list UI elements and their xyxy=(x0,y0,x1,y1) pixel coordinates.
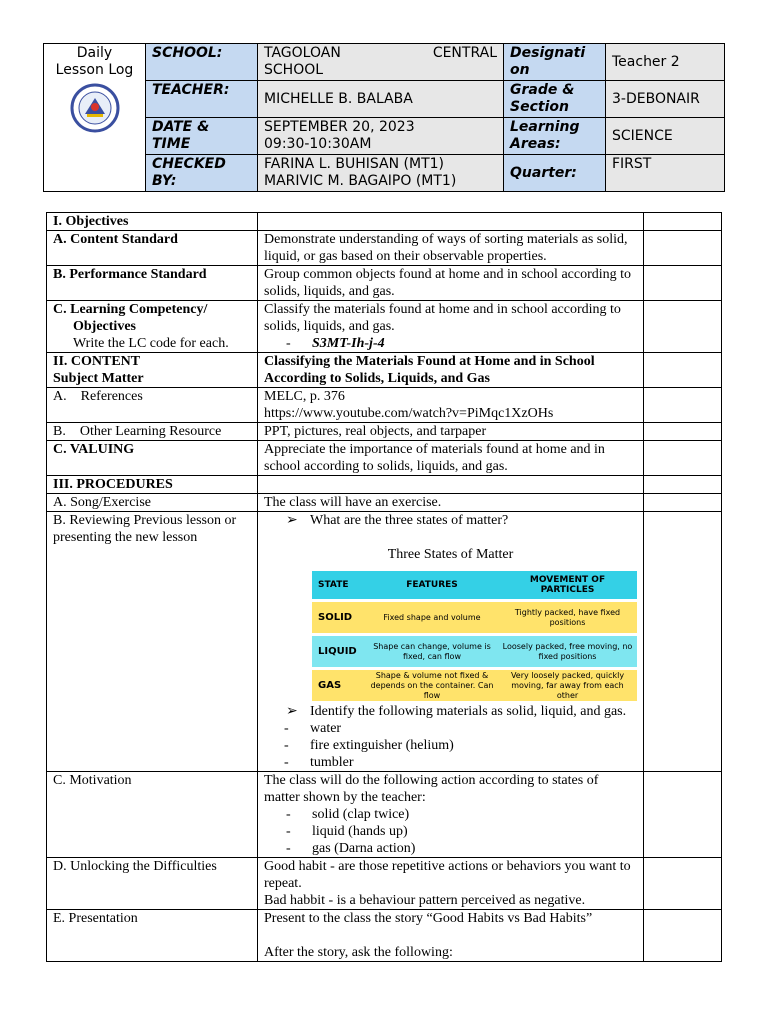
designation-label: Designati on xyxy=(504,44,606,81)
table-row xyxy=(47,476,722,494)
motivation-label: C. Motivation xyxy=(47,772,258,858)
competency-text: Classify the materials found at home and in school according to solids, liquids, and gas. xyxy=(264,302,621,334)
school-value-1: TAGOLOAN xyxy=(264,45,341,61)
checked-label: CHECKED BY: xyxy=(146,155,258,192)
grade-value: 3-DEBONAIR xyxy=(606,81,725,118)
learning-value: SCIENCE xyxy=(606,118,725,155)
other-text: PPT, pictures, real objects, and tarpaper xyxy=(258,423,644,441)
table-row xyxy=(47,388,722,423)
designation-value: Teacher 2 xyxy=(606,44,725,81)
lc-code: S3MT-Ih-j-4 xyxy=(312,336,385,351)
solid-features: Fixed shape and volume xyxy=(366,602,498,633)
unlocking-label: D. Unlocking the Difficulties xyxy=(47,858,258,910)
review-question: What are the three states of matter? xyxy=(310,513,509,528)
list-item: - gas (Darna action) xyxy=(286,841,416,856)
competency-label-2: Objectives xyxy=(73,319,136,334)
table-row xyxy=(47,772,722,858)
list-item: - liquid (hands up) xyxy=(286,824,408,839)
school-value-2: CENTRAL xyxy=(432,45,497,61)
date-value-2: 09:30-10:30AM xyxy=(264,136,372,152)
school-value-3: SCHOOL xyxy=(264,62,324,78)
competency-label-3: Write the LC code for each. xyxy=(73,336,229,351)
arrow-bullet-icon: ➢ xyxy=(286,704,298,719)
states-row-gas xyxy=(312,670,637,701)
list-item: - water xyxy=(284,721,342,736)
state-gas: GAS xyxy=(312,670,366,701)
states-row-liquid xyxy=(312,636,637,667)
checked-value-2: MARIVIC M. BAGAIPO (MT1) xyxy=(264,173,457,189)
table-row xyxy=(47,858,722,910)
review-label: B. Reviewing Previous lesson or presenting the new lesson xyxy=(47,512,258,772)
content-label-2: Subject Matter xyxy=(53,371,144,386)
date-value xyxy=(258,118,504,155)
state-solid: SOLID xyxy=(312,602,366,633)
unlocking-2: Bad habbit - is a behaviour pattern perceived as negative. xyxy=(264,893,586,908)
table-row xyxy=(47,910,722,962)
teacher-value: MICHELLE B. BALABA xyxy=(258,81,504,118)
performance-label: B. Performance Standard xyxy=(47,266,258,301)
presentation-1: Present to the class the story “Good Habits vs Bad Habits” xyxy=(264,911,593,926)
table-row xyxy=(47,353,722,388)
motivation-cell xyxy=(258,772,644,858)
presentation-2: After the story, ask the following: xyxy=(264,945,453,960)
references-cell xyxy=(258,388,644,423)
date-label: DATE & TIME xyxy=(146,118,258,155)
objectives-heading: I. Objectives xyxy=(47,213,258,231)
valuing-text: Appreciate the importance of materials found at home and in school according to solids, liquids, and gas. xyxy=(258,441,644,476)
states-title: Three States of Matter xyxy=(387,547,514,562)
content-text: Classifying the Materials Found at Home and in School According to Solids, Liquids, and Gas xyxy=(258,353,644,388)
states-header-movement: MOVEMENT OF PARTICLES xyxy=(498,571,637,599)
song-label: A. Song/Exercise xyxy=(47,494,258,512)
school-value xyxy=(258,44,504,81)
competency-cell: Classify the materials found at home and in school according to solids, liquids, and gas. - S3MT-Ih-j-4 xyxy=(258,301,644,353)
states-row-solid xyxy=(312,602,637,633)
table-row xyxy=(47,213,722,231)
states-header-features: FEATURES xyxy=(366,571,498,599)
date-value-1: SEPTEMBER 20, 2023 xyxy=(264,119,415,135)
header-table xyxy=(43,43,725,192)
quarter-label: Quarter: xyxy=(504,155,606,192)
liquid-movement: Loosely packed, free moving, no fixed positions xyxy=(498,636,637,667)
content-standard-text: Demonstrate understanding of ways of sorting materials as solid, liquid, or gas based on their observable properties. xyxy=(258,231,644,266)
states-table xyxy=(312,571,637,701)
list-item: - solid (clap twice) xyxy=(286,807,410,822)
teacher-label: TEACHER: xyxy=(146,81,258,118)
content-standard-label: A. Content Standard xyxy=(47,231,258,266)
identify-text: Identify the following materials as solid, liquid, and gas. xyxy=(310,704,627,719)
header-title: Daily Lesson Log xyxy=(55,45,134,78)
list-item: - fire extinguisher (helium) xyxy=(284,738,454,753)
table-row xyxy=(47,266,722,301)
performance-text: Group common objects found at home and in school according to solids, liquids, and gas. xyxy=(258,266,644,301)
competency-label xyxy=(47,301,258,353)
list-item: - tumbler xyxy=(284,755,354,770)
table-row xyxy=(47,423,722,441)
arrow-bullet-icon: ➢ xyxy=(286,513,298,528)
logo-cell xyxy=(44,44,146,192)
table-row xyxy=(47,441,722,476)
state-liquid: LIQUID xyxy=(312,636,366,667)
procedures-heading: III. PROCEDURES xyxy=(47,476,258,494)
liquid-features: Shape can change, volume is fixed, can flow xyxy=(366,636,498,667)
motivation-text: The class will do the following action according to states of matter shown by the teacher: xyxy=(264,773,599,805)
presentation-cell xyxy=(258,910,644,962)
competency-label-1: C. Learning Competency/ xyxy=(53,302,208,317)
table-row xyxy=(47,494,722,512)
states-header-state: STATE xyxy=(312,571,366,599)
song-text: The class will have an exercise. xyxy=(258,494,644,512)
checked-value xyxy=(258,155,504,192)
school-label: SCHOOL: xyxy=(146,44,258,81)
valuing-label: C. VALUING xyxy=(47,441,258,476)
table-row xyxy=(47,301,722,353)
quarter-value: FIRST xyxy=(606,155,725,192)
solid-movement: Tightly packed, have fixed positions xyxy=(498,602,637,633)
table-row xyxy=(47,512,722,772)
gas-movement: Very loosely packed, quickly moving, far away from each other xyxy=(498,670,637,701)
learning-label: Learning Areas: xyxy=(504,118,606,155)
grade-label: Grade & Section xyxy=(504,81,606,118)
references-label: A. References xyxy=(47,388,258,423)
deped-seal-icon xyxy=(70,83,120,133)
unlocking-cell xyxy=(258,858,644,910)
table-row xyxy=(47,231,722,266)
other-label: B. Other Learning Resource xyxy=(47,423,258,441)
lesson-table xyxy=(46,212,722,962)
unlocking-1: Good habit - are those repetitive actions or behaviors you want to repeat. xyxy=(264,859,631,891)
presentation-label: E. Presentation xyxy=(47,910,258,962)
gas-features: Shape & volume not fixed & depends on the container. Can flow xyxy=(366,670,498,701)
content-label-1: II. CONTENT xyxy=(53,354,141,369)
references-2[interactable]: https://www.youtube.com/watch?v=PiMqc1XzOHs xyxy=(264,406,554,421)
review-cell xyxy=(258,512,644,772)
checked-value-1: FARINA L. BUHISAN (MT1) xyxy=(264,156,445,172)
content-label xyxy=(47,353,258,388)
references-1: MELC, p. 376 xyxy=(264,389,345,404)
